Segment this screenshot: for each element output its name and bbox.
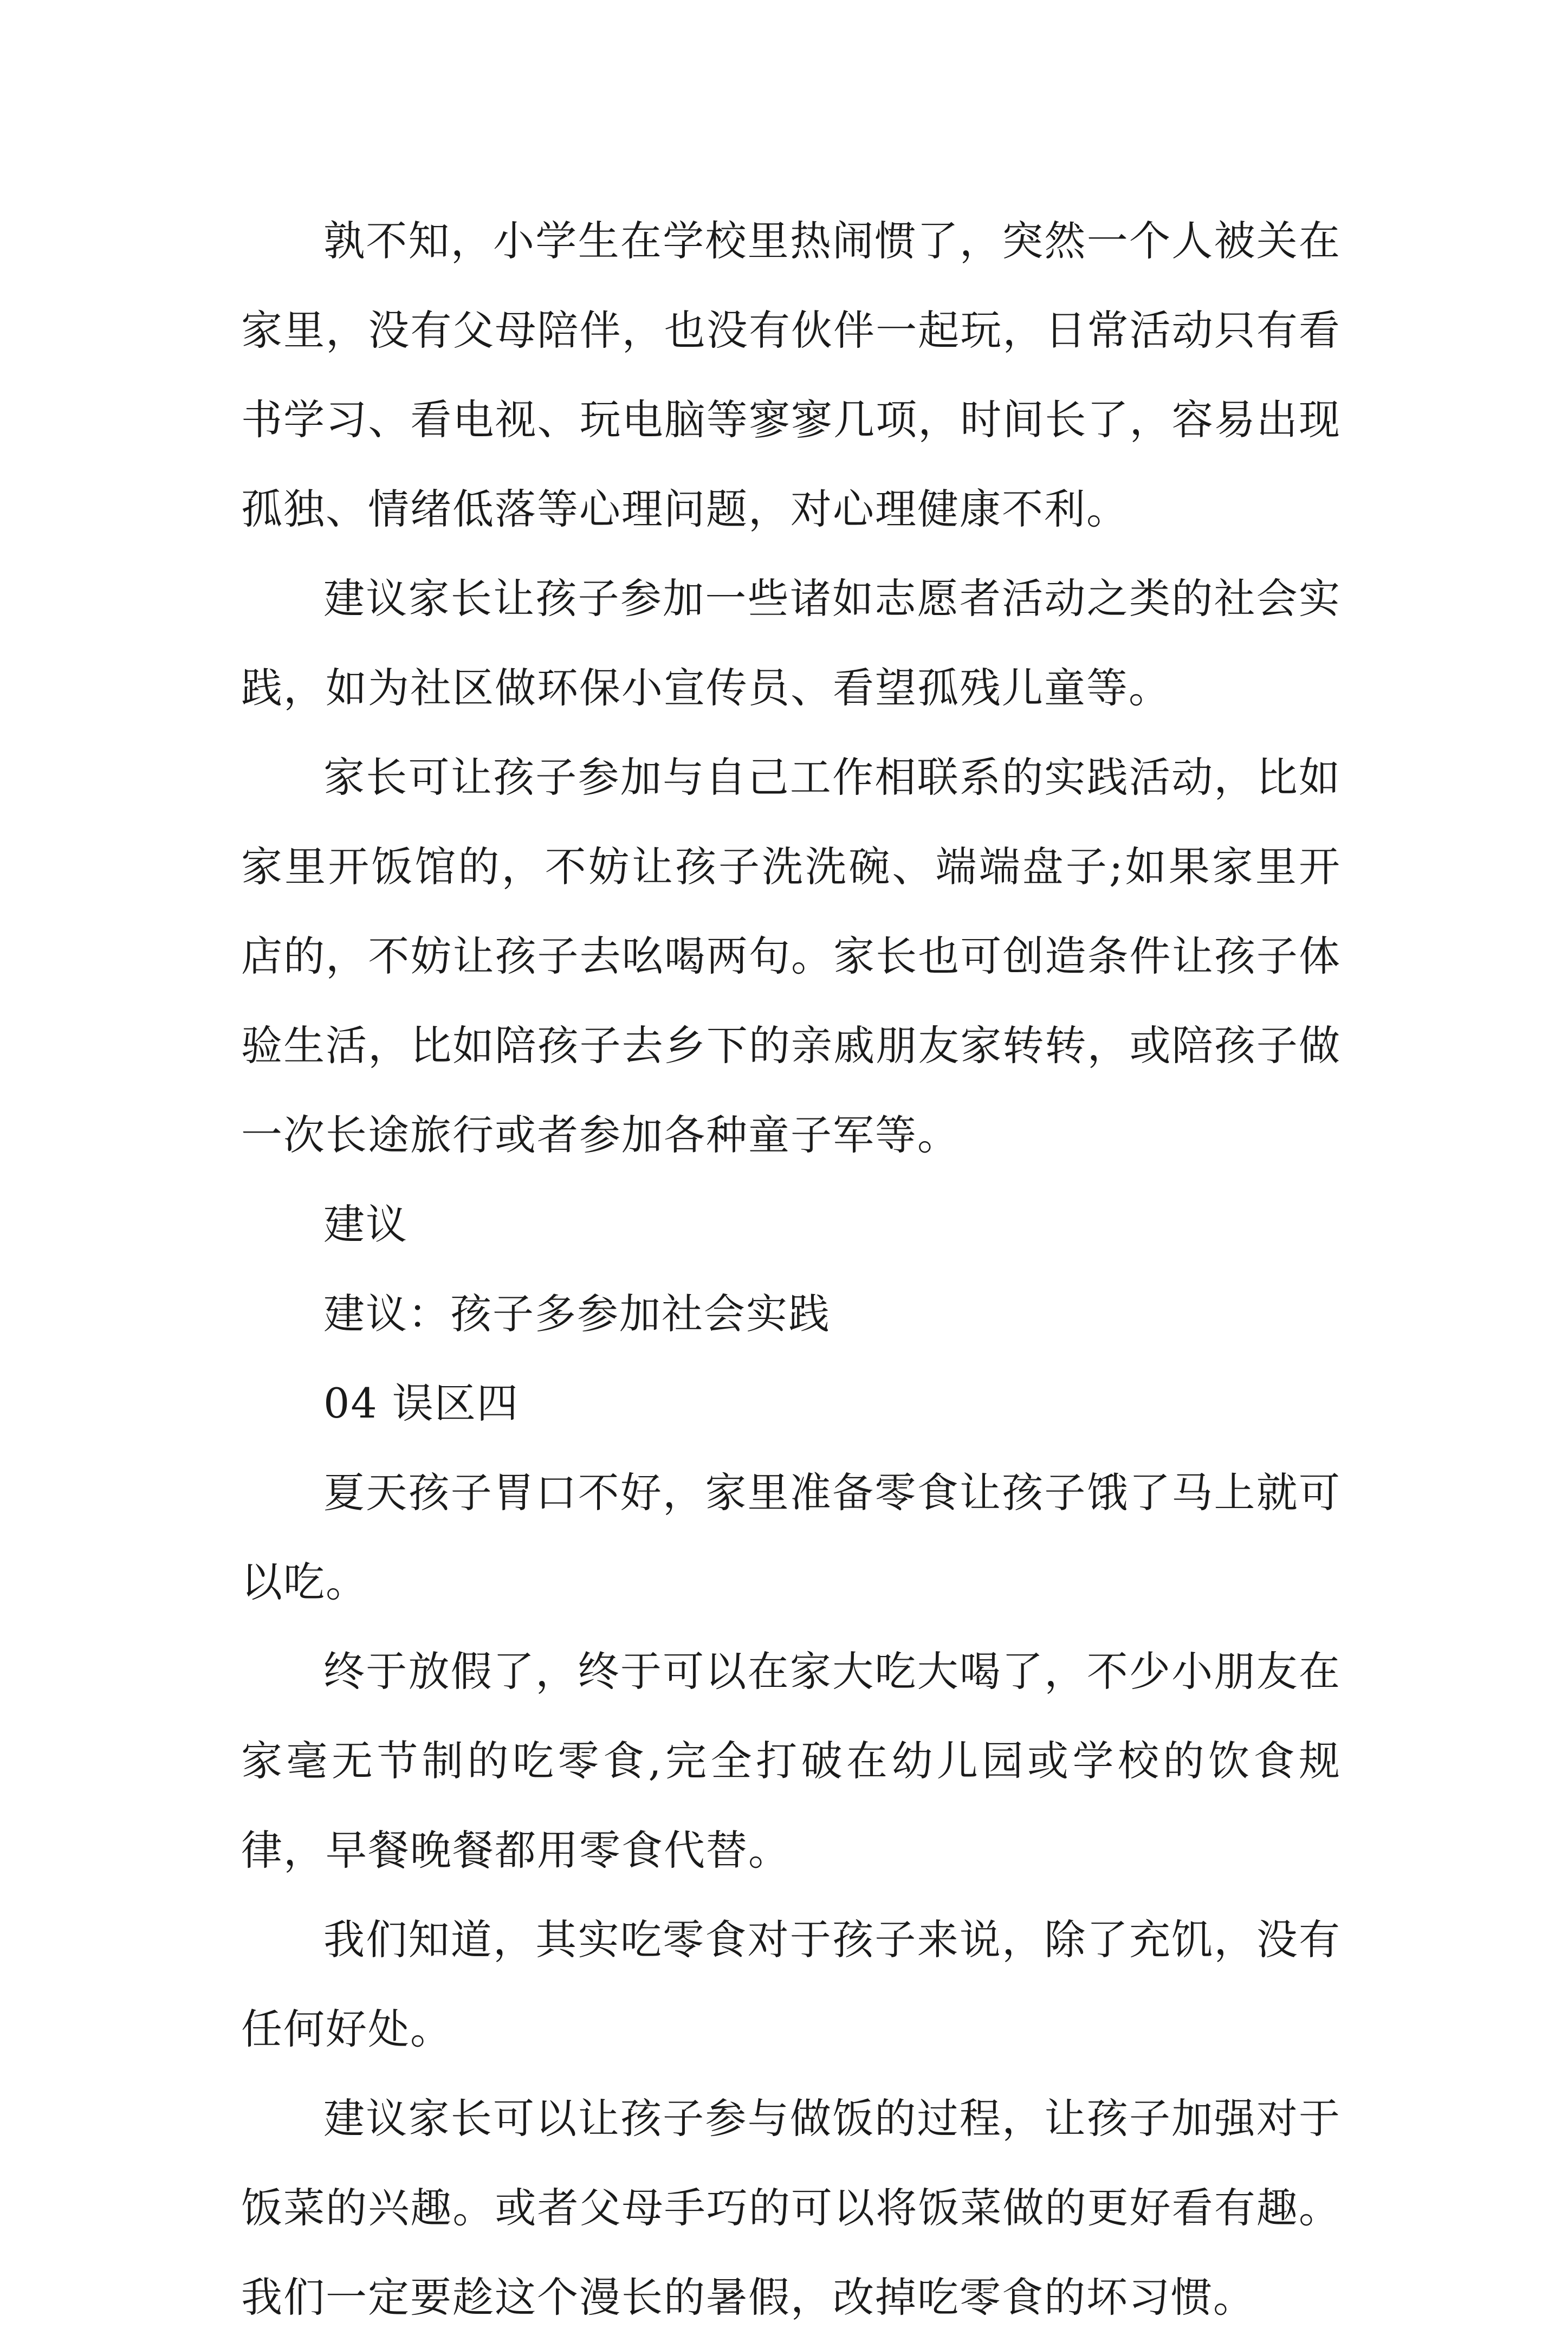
paragraph-snacks-misconception: 夏天孩子胃口不好，家里准备零食让孩子饿了马上就可以吃。 (241, 1468, 1341, 1606)
paragraph-snacks-no-benefit: 我们知道，其实吃零食对于孩子来说，除了充饥，没有任何好处。 (241, 1916, 1341, 2053)
paragraph-loneliness: 孰不知，小学生在学校里热闹惯了，突然一个人被关在家里，没有父母陪伴，也没有伙伴一起玩，日常活动只有看书学习、看电视、玩电脑等寥寥几项，时间长了，容易出现孤独、情绪低落等心理问题，对心理健康不利。 (241, 217, 1341, 533)
paragraph-volunteer-suggestion: 建议家长让孩子参加一些诸如志愿者活动之类的社会实践，如为社区做环保小宣传员、看望孤残儿童等。 (241, 574, 1341, 712)
heading-suggestion-social-practice: 建议：孩子多参加社会实践 (323, 1290, 831, 1338)
paragraph-holiday-snacking: 终于放假了，终于可以在家大吃大喝了，不少小朋友在家毫无节制的吃零食,完全打破在幼儿园或学校的饮食规律，早餐晚餐都用零食代替。 (241, 1647, 1341, 1874)
document-page (241, 196, 1341, 2342)
heading-suggestion: 建议 (323, 1200, 408, 1248)
paragraph-practice-activities: 家长可让孩子参加与自己工作相联系的实践活动，比如家里开饭馆的，不妨让孩子洗洗碗、端端盘子;如果家里开店的，不妨让孩子去吆喝两句。家长也可创造条件让孩子体验生活，比如陪孩子去乡下的亲戚朋友家转转，或陪孩子做一次长途旅行或者参加各种童子军等。 (241, 753, 1341, 1159)
paragraph-cooking-suggestion: 建议家长可以让孩子参与做饭的过程，让孩子加强对于饭菜的兴趣。或者父母手巧的可以将饭菜做的更好看有趣。我们一定要趁这个漫长的暑假，改掉吃零食的坏习惯。 (241, 2094, 1341, 2321)
heading-misconception-four: 04 误区四 (323, 1379, 519, 1427)
